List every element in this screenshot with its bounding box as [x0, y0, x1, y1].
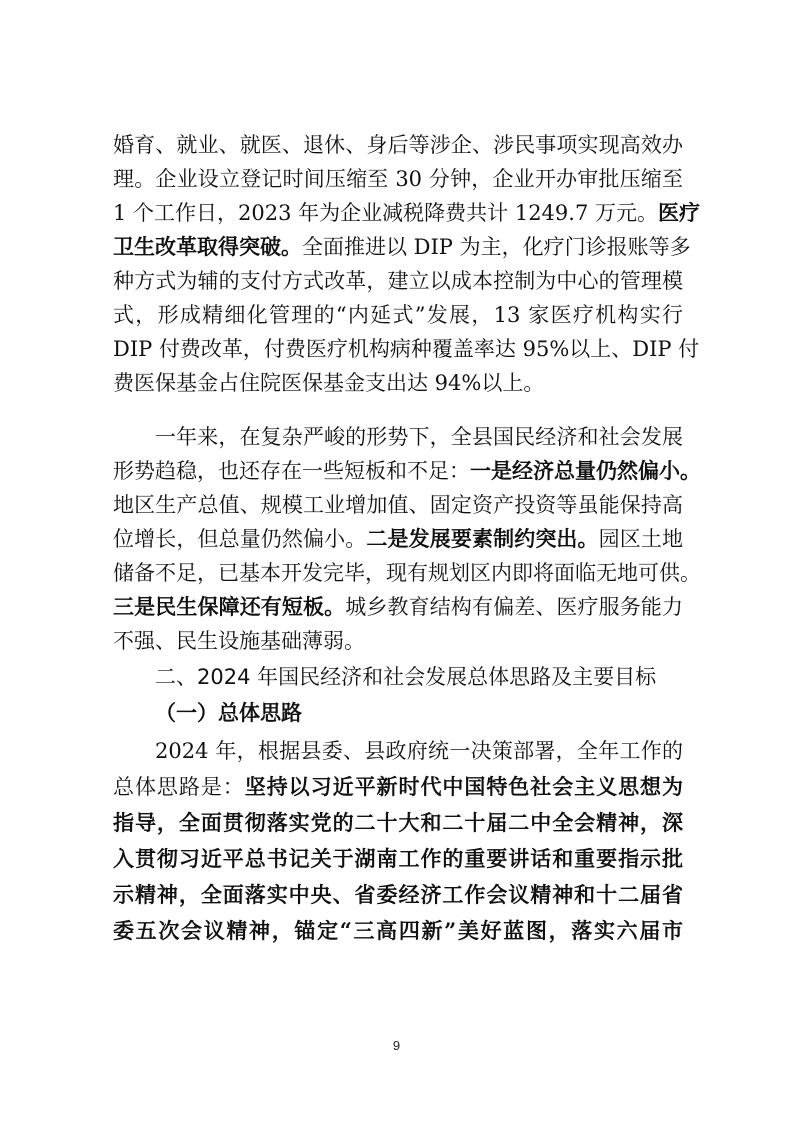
body-text: 全面推进以 DIP 为主，化疗门诊报账等多 [302, 235, 691, 259]
body-line-1: 婚育、就业、就医、退休、身后等涉企、涉民事项实现高效办 [113, 133, 683, 157]
body-line-17 [113, 770, 683, 804]
body-line-2: 理。企业设立登记时间压缩至 30 分钟，企业开办审批压缩至 [113, 167, 683, 191]
body-line-3 [113, 196, 700, 230]
bold-heading-text: 二是发展要素制约突出。 [366, 526, 599, 551]
body-line-7: DIP 付费改革，付费医疗机构病种覆盖率达 95%以上、DIP 付 [113, 337, 700, 361]
body-line-5: 种方式为辅的支付方式改革，建立以成本控制为中心的管理模 [113, 269, 683, 293]
body-line-21: 委五次会议精神，锚定“三高四新”美好蓝图，落实六届市 [113, 918, 683, 943]
body-line-12 [113, 522, 683, 556]
body-line-9: 一年来，在复杂严峻的形势下，全县国民经济和社会发展 [155, 425, 683, 449]
body-line-13: 储备不足，已基本开发完毕，现有规划区内即将面临无地可供。 [113, 561, 701, 585]
bold-heading-text: 卫生改革取得突破。 [113, 234, 302, 259]
bold-body-text: 坚持以习近平新时代中国特色社会主义思想为 [244, 774, 684, 799]
body-text: 位增长，但总量仍然偏小。 [113, 527, 367, 551]
body-text: 1 个工作日，2023 年为企业减税降费共计 1249.7 万元。 [113, 201, 658, 225]
body-text: 园区土地 [598, 527, 684, 551]
subsection-heading: （一）总体思路 [155, 701, 302, 725]
body-line-18: 指导，全面贯彻落实党的二十大和二十届二中全会精神，深 [113, 810, 683, 835]
body-line-10 [113, 454, 701, 488]
body-line-14 [113, 590, 683, 624]
body-line-16: 2024 年，根据县委、县政府统一决策部署，全年工作的 [155, 739, 683, 763]
bold-heading-text: 一是经济总量仍然偏小。 [470, 458, 701, 483]
body-line-8: 费医保基金占住院医保基金支出达 94%以上。 [113, 371, 545, 395]
section-heading: 二、2024 年国民经济和社会发展总体思路及主要目标 [155, 665, 657, 689]
body-line-4 [113, 230, 691, 264]
bold-heading-text: 三是民生保障还有短板。 [113, 594, 346, 619]
body-text: 形势趋稳，也还存在一些短板和不足： [113, 459, 470, 483]
body-line-6: 式，形成精细化管理的“内延式”发展，13 家医疗机构实行 [113, 303, 683, 327]
body-line-15: 不强、民生设施基础薄弱。 [113, 629, 365, 653]
bold-heading-text: 医疗 [657, 200, 700, 225]
body-line-20: 示精神，全面落实中央、省委经济工作会议精神和十二届省 [113, 882, 683, 907]
body-text: 城乡教育结构有偏差、医疗服务能力 [345, 595, 684, 619]
page-number: 9 [392, 1038, 401, 1053]
body-line-19: 入贯彻习近平总书记关于湖南工作的重要讲话和重要指示批 [113, 846, 683, 871]
body-text: 总体思路是： [113, 775, 245, 799]
body-line-11: 地区生产总值、规模工业增加值、固定资产投资等虽能保持高 [113, 493, 683, 517]
